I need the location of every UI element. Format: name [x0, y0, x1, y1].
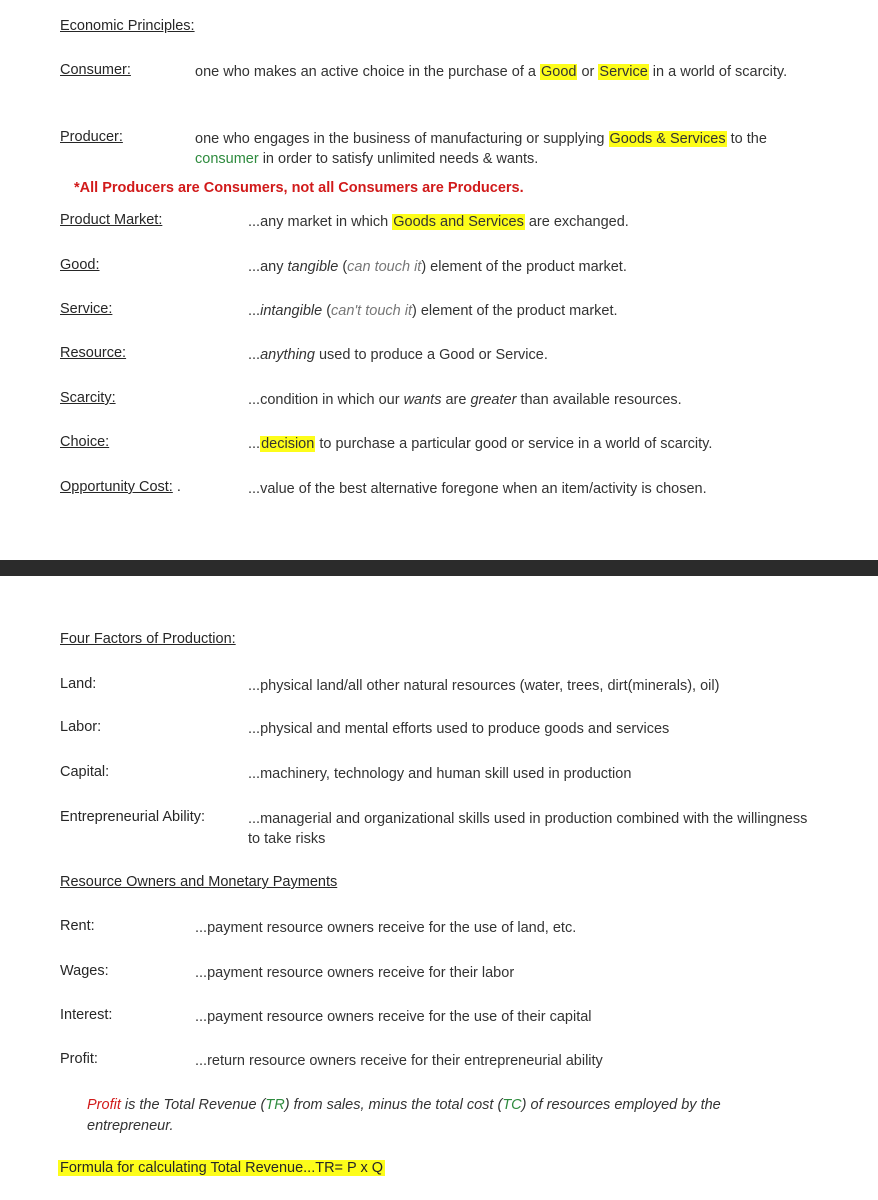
consumer-term: Consumer: [60, 62, 131, 78]
goods-services-highlight: Goods & Services [609, 131, 726, 147]
opportunity-cost-definition: ...value of the best alternative foregone when an item/activity is chosen. [248, 481, 707, 497]
goods-and-services-highlight: Goods and Services [393, 214, 524, 230]
product-market-definition: ...any market in which Goods and Services are exchanged. [248, 214, 629, 230]
scarcity-definition: ...condition in which our wants are greater than available resources. [248, 392, 682, 408]
good-definition: ...any tangible (can touch it) element of the product market. [248, 259, 627, 275]
service-definition: ...intangible (can't touch it) element of the product market. [248, 303, 618, 319]
economic-principles-heading: Economic Principles: [60, 18, 195, 34]
consumer-definition: one who makes an active choice in the purchase of a Good or Service in a world of scarcity. [195, 64, 788, 80]
payment-definition: ...payment resource owners receive for their labor [195, 965, 515, 981]
factor-term: Labor: [60, 719, 102, 735]
scarcity-term: Scarcity: [60, 390, 116, 406]
choice-definition: ...decision to purchase a particular good or service in a world of scarcity. [248, 436, 713, 452]
factor-definition: ...machinery, technology and human skill used in production [248, 766, 632, 782]
factor-term: Land: [60, 676, 97, 692]
decision-highlight: decision [261, 436, 315, 452]
factor-term: Entrepreneurial Ability: [60, 809, 206, 825]
total-revenue-formula: Formula for calculating Total Revenue...TR= P x Q [60, 1160, 384, 1176]
good-highlight: Good [540, 64, 577, 80]
payment-term: Profit: [60, 1051, 98, 1067]
factor-definition: ...physical land/all other natural resources (water, trees, dirt(minerals), oil) [248, 678, 720, 694]
choice-term: Choice: [60, 434, 110, 450]
profit-explanation: Profit is the Total Revenue (TR) from sales, minus the total cost (TC) of resources employed by the entrepreneur. [87, 1097, 721, 1134]
payment-term: Rent: [60, 918, 95, 934]
factor-term: Capital: [60, 764, 110, 780]
good-term: Good: [60, 257, 100, 273]
product-market-term: Product Market: [60, 212, 163, 228]
service-highlight: Service [599, 64, 648, 80]
resource-definition: ...anything used to produce a Good or Service. [248, 347, 548, 363]
payment-term: Interest: [60, 1007, 113, 1023]
resource-term: Resource: [60, 345, 127, 361]
opportunity-cost-term: Opportunity Cost: . [60, 479, 181, 495]
four-factors-heading: Four Factors of Production: [60, 631, 236, 647]
factor-definition: ...managerial and organizational skills used in production combined with the willingness to take risks [248, 811, 808, 847]
page-divider [0, 560, 878, 576]
payment-definition: ...return resource owners receive for their entrepreneurial ability [195, 1053, 603, 1069]
resource-owners-heading: Resource Owners and Monetary Payments [60, 874, 338, 890]
producer-term: Producer: [60, 129, 123, 145]
payment-term: Wages: [60, 963, 109, 979]
payment-definition: ...payment resource owners receive for the use of land, etc. [195, 920, 577, 936]
factor-definition: ...physical and mental efforts used to produce goods and services [248, 721, 670, 737]
producer-definition: one who engages in the business of manufacturing or supplying Goods & Services to the consumer in order to satisfy unlimited needs & wants. [195, 131, 767, 167]
consumer-green-word: consumer [195, 151, 259, 167]
producers-consumers-note: *All Producers are Consumers, not all Consumers are Producers. [74, 180, 524, 196]
service-term: Service: [60, 301, 113, 317]
payment-definition: ...payment resource owners receive for the use of their capital [195, 1009, 592, 1025]
